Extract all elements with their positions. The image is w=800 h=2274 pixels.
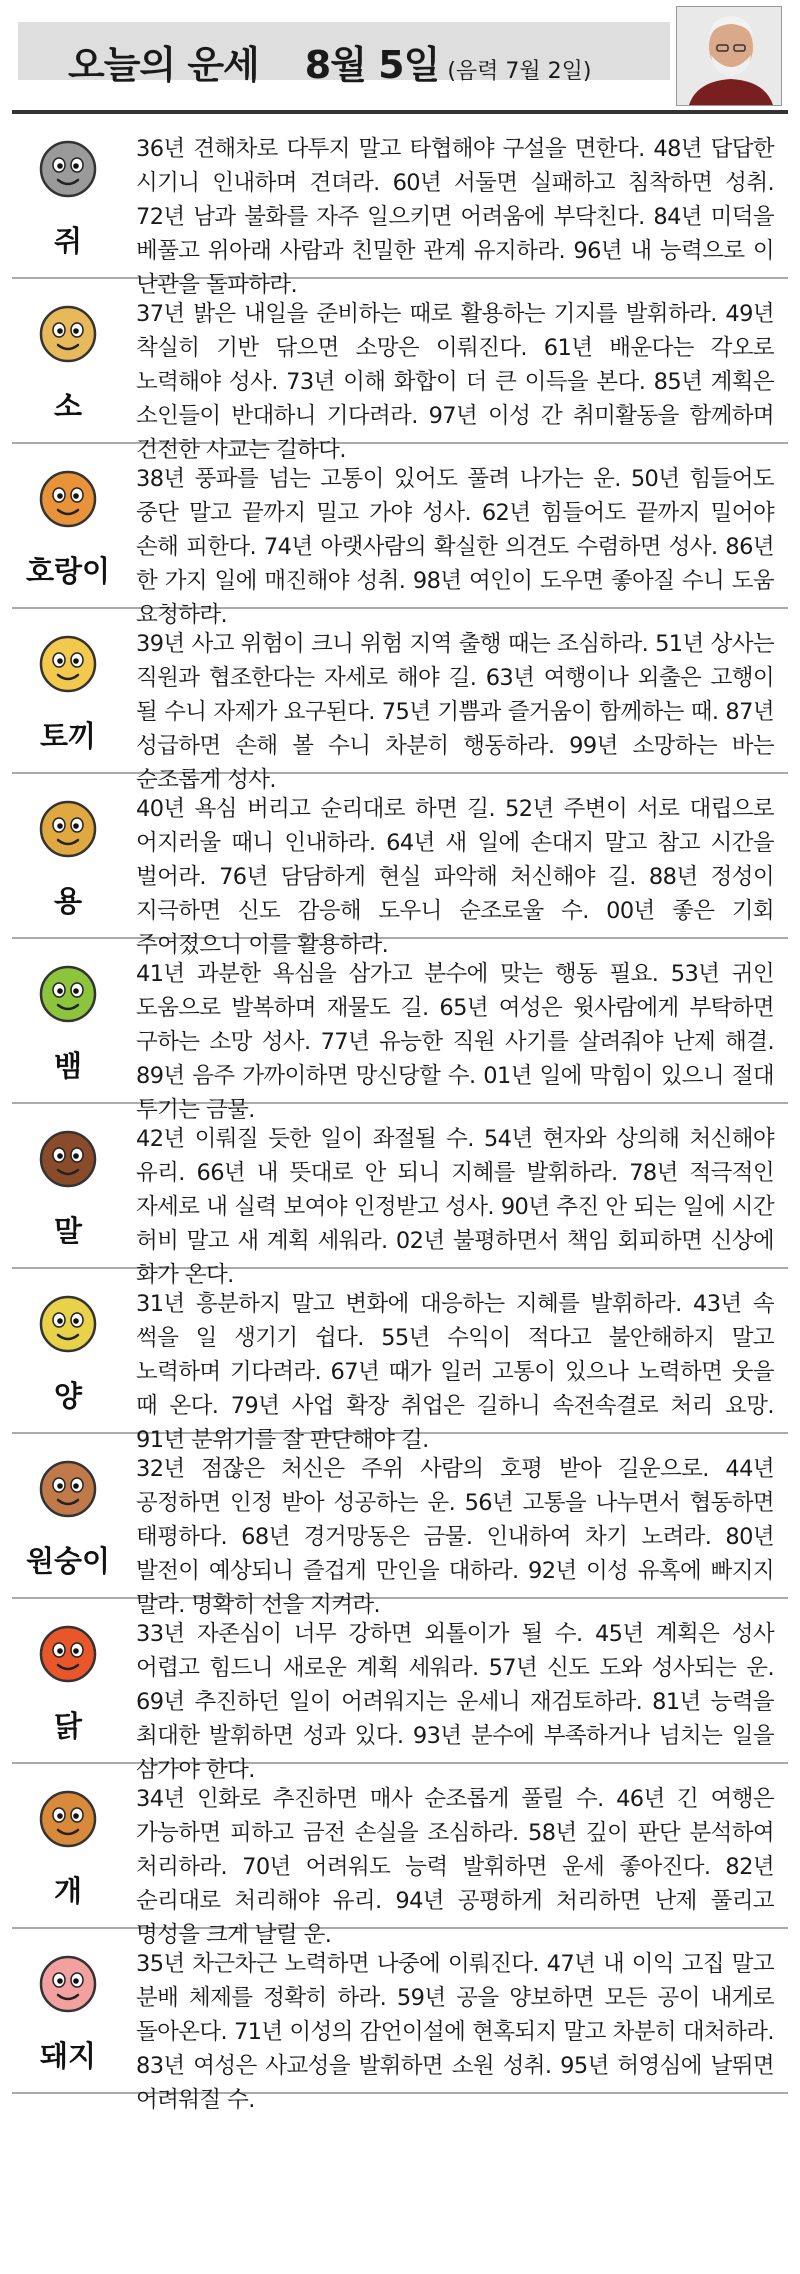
fortune-text: 32년 점잖은 처신은 주위 사람의 호평 받아 길운으로. 44년 공정하면 인정 받아 성공하는 운. 56년 고통을 나누면서 협동하면 태평하다. 68년 경거망동은 금물. 인내하여 차기 노려라. 80년 발전이 예상되니 즐겁게 만인을 대하라. 92년 이성 유혹에 빠지지 말라. 명확히 선을 지켜라. [136,1456,774,1618]
sheep-icon [31,1286,105,1364]
fortune-row [12,114,788,298]
zodiac-name: 원숭이 [25,1544,111,1578]
tiger-icon [31,461,105,539]
zodiac-name: 소 [53,389,82,423]
zodiac-name: 양 [53,1379,82,1413]
zodiac-name: 개 [53,1874,82,1908]
rat-icon [31,131,105,209]
zodiac-name: 토끼 [39,719,97,753]
author-photo [676,6,782,106]
zodiac-name: 닭 [53,1709,82,1743]
title-text: 오늘의 운세 [68,43,259,87]
zodiac-cell [12,1764,124,1927]
fortune-row [12,939,788,1123]
lunar-date-text: (음력 7월 2일) [447,59,592,84]
fortune-list [12,114,788,2113]
fortune-row [12,1269,788,1453]
fortune-text: 31년 흥분하지 말고 변화에 대응하는 지혜를 발휘하라. 43년 속 썩을 일 생기기 쉽다. 55년 수익이 적다고 불안해하지 말고 노력하며 기다려라. 67년 때가 일러 고통이 있으나 노력하면 웃을 때 온다. 79년 사업 확장 취업은 길하니 속전속결로 처리 요망. 91년 분위기를 잘 판단해야 길. [136,1291,774,1453]
zodiac-name: 말 [53,1214,82,1248]
dragon-icon [31,791,105,869]
zodiac-name: 돼지 [39,2039,97,2073]
pig-icon [31,1946,105,2024]
fortune-text: 39년 사고 위험이 크니 위험 지역 출행 때는 조심하라. 51년 상사는 직원과 협조한다는 자세로 해야 길. 63년 여행이나 외출은 고행이 될 수니 자제가 요구된다. 75년 기쁨과 즐거움이 함께하는 때. 87년 성급하면 손해 볼 수니 차분히 행동하라. 99년 소망하는 바는 순조롭게 성사. [136,631,774,793]
fortune-text: 41년 과분한 욕심을 삼가고 분수에 맞는 행동 필요. 53년 귀인 도움으로 발복하며 재물도 길. 65년 여성은 윗사람에게 부탁하면 구하는 소망 성사. 77년 유능한 직원 사기를 살려줘야 난제 해결. 89년 음주 가까이하면 망신당할 수. 01년 일에 막힘이 있으니 절대 투기는 금물. [136,961,774,1123]
zodiac-name: 뱀 [53,1049,82,1083]
fortune-row [12,1434,788,1618]
zodiac-name: 쥐 [53,224,82,258]
zodiac-cell [12,1434,124,1597]
zodiac-cell [12,1269,124,1432]
fortune-row [12,1104,788,1288]
fortune-row [12,1599,788,1783]
fortune-row [12,609,788,793]
horse-icon [31,1121,105,1199]
fortune-text: 34년 인화로 추진하면 매사 순조롭게 풀릴 수. 46년 긴 여행은 가능하면 피하고 금전 손실을 조심하라. 58년 깊이 판단 분석하여 처리하라. 70년 어려워도 능력 발휘하면 운세 좋아진다. 82년 순리대로 처리해야 유리. 94년 공평하게 처리하면 난제 풀리고 명성을 크게 날릴 운. [136,1786,774,1948]
zodiac-cell [12,114,124,277]
fortune-row [12,279,788,463]
fortune-row [12,1764,788,1948]
header [12,0,788,114]
fortune-text: 36년 견해차로 다투지 말고 타협해야 구설을 면한다. 48년 답답한 시기니 인내하며 견뎌라. 60년 서둘면 실패하고 침착하면 성취. 72년 남과 불화를 자주 일으키면 어려움에 부닥친다. 84년 미덕을 베풀고 위아래 사람과 친밀한 관계 유지하라. 96년 내 능력으로 이 난관을 돌파하라. [136,136,774,298]
fortune-text: 40년 욕심 버리고 순리대로 하면 길. 52년 주변이 서로 대립으로 어지러울 때니 인내하라. 64년 새 일에 손대지 말고 참고 시간을 벌어라. 76년 담담하게 현실 파악해 처신해야 길. 88년 정성이 지극하면 신도 감응해 도우니 순조로울 수. 00년 좋은 기회 주어졌으니 이를 활용하라. [136,796,774,958]
date-text: 8월 5일 [304,43,440,87]
fortune-row [12,444,788,628]
zodiac-name: 용 [53,884,82,918]
zodiac-name: 호랑이 [25,554,111,588]
dog-icon [31,1781,105,1859]
fortune-text: 42년 이뤄질 듯한 일이 좌절될 수. 54년 현자와 상의해 처신해야 유리. 66년 내 뜻대로 안 되니 지혜를 발휘하라. 78년 적극적인 자세로 내 실력 보여야 인정받고 성사. 90년 추진 안 되는 일에 시간 허비 말고 새 계획 세워라. 02년 불평하면서 책임 회피하면 신상에 화가 온다. [136,1126,774,1288]
page-title [68,34,591,89]
fortune-row [12,774,788,958]
zodiac-cell [12,939,124,1102]
monkey-icon [31,1451,105,1529]
fortune-row [12,1929,788,2113]
zodiac-cell [12,279,124,442]
zodiac-cell [12,1929,124,2092]
rabbit-icon [31,626,105,704]
rooster-icon [31,1616,105,1694]
zodiac-cell [12,774,124,937]
fortune-text: 37년 밝은 내일을 준비하는 때로 활용하는 기지를 발휘하라. 49년 착실히 기반 닦으면 소망은 이뤄진다. 61년 배운다는 각오로 노력해야 성사. 73년 이해 화합이 더 큰 이득을 본다. 85년 계획은 소인들이 반대하니 기다려라. 97년 이성 간 취미활동을 함께하며 건전한 사교는 길하다. [136,301,774,463]
zodiac-cell [12,609,124,772]
zodiac-cell [12,444,124,607]
fortune-text: 38년 풍파를 넘는 고통이 있어도 풀려 나가는 운. 50년 힘들어도 중단 말고 끝까지 밀고 가야 성사. 62년 힘들어도 끝까지 밀어야 손해 피한다. 74년 아랫사람의 확실한 의견도 수렴하면 성사. 86년 한 가지 일에 매진해야 성취. 98년 여인이 도우면 좋아질 수니 도움 요청하라. [136,466,774,628]
fortune-text: 33년 자존심이 너무 강하면 외톨이가 될 수. 45년 계획은 성사 어렵고 힘드니 새로운 계획 세워라. 57년 신도 도와 성사되는 운. 69년 추진하던 일이 어려워지는 운세니 재검토하라. 81년 능력을 최대한 발휘하면 성과 있다. 93년 분수에 부족하거나 넘치는 일을 삼가야 한다. [136,1621,774,1783]
ox-icon [31,296,105,374]
zodiac-cell [12,1599,124,1762]
zodiac-cell [12,1104,124,1267]
snake-icon [31,956,105,1034]
fortune-text: 35년 차근차근 노력하면 나중에 이뤄진다. 47년 내 이익 고집 말고 분배 체제를 정확히 하라. 59년 공을 양보하면 모든 공이 내게로 돌아온다. 71년 이성의 감언이설에 현혹되지 말고 차분히 대처하라. 83년 여성은 사교성을 발휘하면 소원 성취. 95년 허영심에 날뛰면 어려워질 수. [136,1951,774,2113]
